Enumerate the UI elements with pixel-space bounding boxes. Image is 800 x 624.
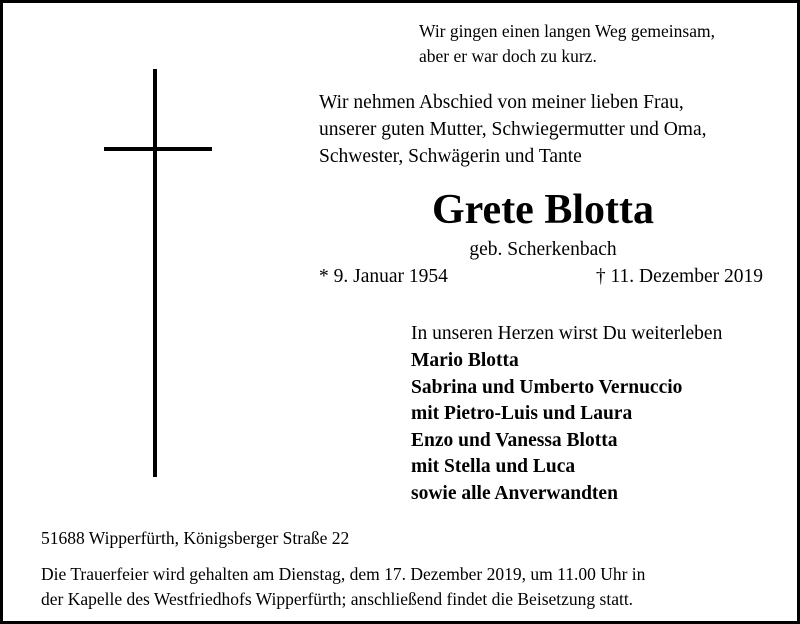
funeral-line: der Kapelle des Westfriedhofs Wipperfürth; anschließend findet die Beisetzung statt. <box>41 589 634 609</box>
intro-line: Wir nehmen Abschied von meiner lieben Frau, <box>319 92 684 113</box>
birth-date: * 9. Januar 1954 <box>319 266 448 287</box>
mourner: sowie alle Anverwandten <box>411 482 618 504</box>
mourner: mit Stella und Luca <box>411 456 576 478</box>
intro-text <box>319 89 769 170</box>
deceased-name: Grete Blotta <box>432 187 654 233</box>
mourner: Sabrina und Umberto Vernuccio <box>411 376 683 398</box>
mourner: Mario Blotta <box>411 350 519 371</box>
address: 51688 Wipperfürth, Königsberger Straße 22 <box>41 528 350 548</box>
intro-line: Schwester, Schwägerin und Tante <box>319 146 582 167</box>
mourner: mit Pietro-Luis und Laura <box>411 403 633 425</box>
cross-icon <box>153 69 157 477</box>
mourners-list <box>411 348 682 508</box>
death-date: † 11. Dezember 2019 <box>595 266 763 287</box>
funeral-line: Die Trauerfeier wird gehalten am Dienstag, dem 17. Dezember 2019, um 11.00 Uhr in <box>41 564 646 584</box>
maiden-name: geb. Scherkenbach <box>469 239 617 260</box>
motto-line: aber er war doch zu kurz. <box>419 46 597 66</box>
mourner: Enzo und Vanessa Blotta <box>411 429 618 451</box>
remembrance-line: In unseren Herzen wirst Du weiterleben <box>411 323 723 344</box>
motto-line: Wir gingen einen langen Weg gemeinsam, <box>419 21 715 41</box>
intro-line: unserer guten Mutter, Schwiegermutter und Oma, <box>319 119 707 140</box>
funeral-info <box>41 562 771 612</box>
cross-bar <box>104 147 212 151</box>
motto <box>419 19 715 69</box>
